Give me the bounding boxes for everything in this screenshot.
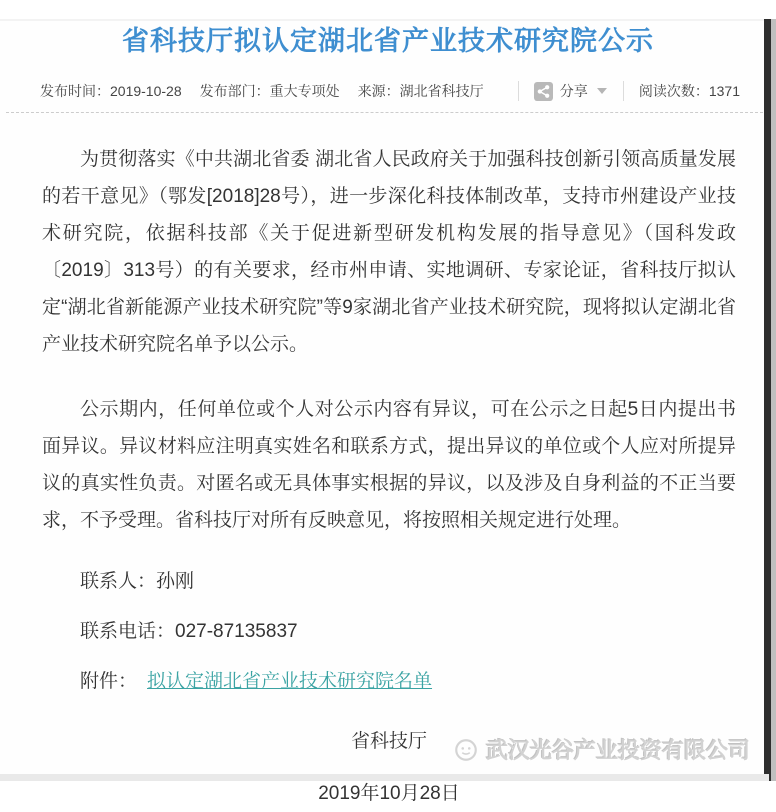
signature: 省科技厅 (42, 723, 736, 760)
meta-bar (40, 81, 740, 101)
publish-department-value: 重大专项处 (270, 83, 340, 99)
read-count-label: 阅读次数： (639, 83, 709, 99)
bottom-edge (0, 774, 769, 781)
signature-date: 2019年10月28日 (42, 775, 736, 812)
attachment-label: 附件： (80, 671, 137, 692)
chevron-down-icon[interactable] (597, 88, 607, 94)
paragraph-2: 公示期内，任何单位或个人对公示内容有异议，可在公示之日起5日内提出书面异议。异议材料应注明真实姓名和联系方式，提出异议的单位或个人应对所提异议的真实性负责。对匿名或无具体事实根据的异议，以及涉及自身利益的不正当要求，不予受理。省科技厅对所有反映意见，将按照相关规定进行处理。 (42, 391, 736, 539)
attachment-link[interactable]: 拟认定湖北省产业技术研究院名单 (147, 671, 432, 692)
dotted-separator (6, 112, 768, 113)
contact-phone-label: 联系电话： (80, 621, 175, 642)
contact-phone-line (42, 613, 736, 650)
publish-department (200, 81, 340, 101)
contact-person-label: 联系人： (80, 571, 156, 592)
publish-time-value: 2019-10-28 (110, 83, 182, 99)
contact-person-line (42, 563, 736, 600)
attachment-line (42, 663, 736, 700)
source-value: 湖北省科技厅 (400, 83, 484, 99)
page-title: 省科技厅拟认定湖北省产业技术研究院公示 (0, 19, 776, 58)
contact-phone-value: 027-87135837 (175, 621, 298, 642)
article-body (42, 141, 736, 812)
publish-time-label: 发布时间： (40, 83, 110, 99)
company-logo-icon (453, 737, 479, 763)
read-count (639, 81, 740, 101)
company-watermark (453, 734, 750, 765)
paragraph-1: 为贯彻落实《中共湖北省委 湖北省人民政府关于加强科技创新引领高质量发展的若干意见》（鄂发[2018]28号），进一步深化科技体制改革，支持市州建设产业技术研究院，依据科技部《关于促进新型研发机构发展的指导意见》（国科发政〔2019〕313号）的有关要求，经市州申请、实地调研、专家论证，省科技厅拟认定“湖北省新能源产业技术研究院”等9家湖北省产业技术研究院，现将拟认定湖北省产业技术研究院名单予以公示。 (42, 141, 736, 363)
company-watermark-text: 武汉光谷产业投资有限公司 (486, 734, 750, 765)
read-count-value: 1371 (709, 83, 740, 99)
right-edge-dark (764, 19, 771, 781)
top-edge (0, 19, 769, 21)
publish-time (40, 81, 182, 101)
share-button[interactable] (534, 81, 607, 101)
share-icon (534, 82, 553, 101)
right-edge-light (771, 19, 776, 781)
source-label: 来源： (358, 83, 400, 99)
share-label: 分享 (560, 81, 588, 101)
announcement-page (0, 19, 776, 781)
contact-person-value: 孙刚 (156, 571, 194, 592)
source (358, 81, 484, 101)
publish-department-label: 发布部门： (200, 83, 270, 99)
